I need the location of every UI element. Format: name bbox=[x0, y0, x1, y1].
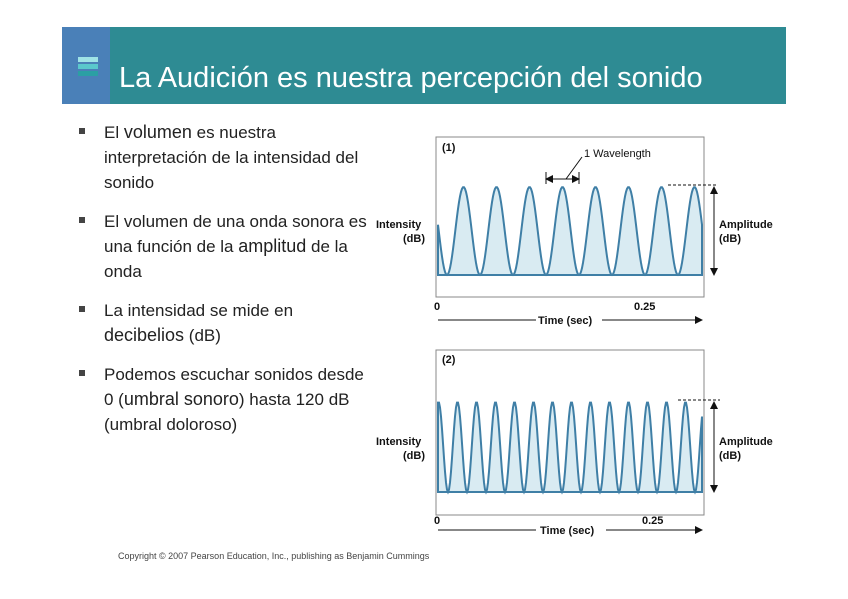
x-tick-025: 0.25 bbox=[634, 301, 656, 313]
panel-1-label: (1) bbox=[442, 142, 456, 154]
bullet-item: La intensidad se mide en decibelios (dB) bbox=[76, 298, 376, 348]
bullet-item: El volumen es nuestra interpretación de la intensidad del sonido bbox=[76, 120, 376, 195]
bullet-item: El volumen de una onda sonora es una función de la amplitud de la onda bbox=[76, 209, 376, 284]
amplitude-unit: (dB) bbox=[719, 233, 741, 245]
wavelength-label: 1 Wavelength bbox=[584, 148, 651, 160]
wave-2 bbox=[438, 403, 702, 492]
wave-1 bbox=[438, 187, 702, 275]
panel-2-label: (2) bbox=[442, 354, 456, 366]
bullet-marker bbox=[79, 306, 85, 312]
x-axis-label: Time (sec) bbox=[540, 525, 595, 537]
panel-2 bbox=[376, 350, 773, 537]
amplitude-label: Amplitude bbox=[719, 436, 773, 448]
slide-icon bbox=[78, 57, 98, 78]
y-axis-label: Intensity bbox=[376, 436, 422, 448]
bullet-marker bbox=[79, 370, 85, 376]
bullet-list bbox=[76, 120, 376, 451]
x-tick-0: 0 bbox=[434, 515, 441, 527]
y-axis-label: Intensity bbox=[376, 219, 422, 231]
x-tick-025: 0.25 bbox=[642, 515, 664, 527]
bullet-marker bbox=[79, 128, 85, 134]
slide-title: La Audición es nuestra percepción del sonido bbox=[119, 62, 703, 94]
amplitude-unit: (dB) bbox=[719, 450, 741, 462]
x-axis-label: Time (sec) bbox=[538, 315, 593, 327]
y-axis-unit: (dB) bbox=[403, 450, 425, 462]
bullet-marker bbox=[79, 217, 85, 223]
wavelength-leader bbox=[566, 157, 582, 179]
copyright-notice: Copyright © 2007 Pearson Education, Inc., publishing as Benjamin Cummings bbox=[118, 551, 430, 561]
sound-wave-figure bbox=[372, 132, 792, 542]
bullet-item: Podemos escuchar sonidos desde 0 (umbral sonoro) hasta 120 dB (umbral doloroso) bbox=[76, 362, 376, 437]
header-accent-block bbox=[62, 27, 110, 104]
y-axis-unit: (dB) bbox=[403, 233, 425, 245]
slide-header bbox=[62, 27, 786, 104]
amplitude-label: Amplitude bbox=[719, 219, 773, 231]
x-tick-0: 0 bbox=[434, 301, 441, 313]
panel-1 bbox=[376, 137, 773, 327]
